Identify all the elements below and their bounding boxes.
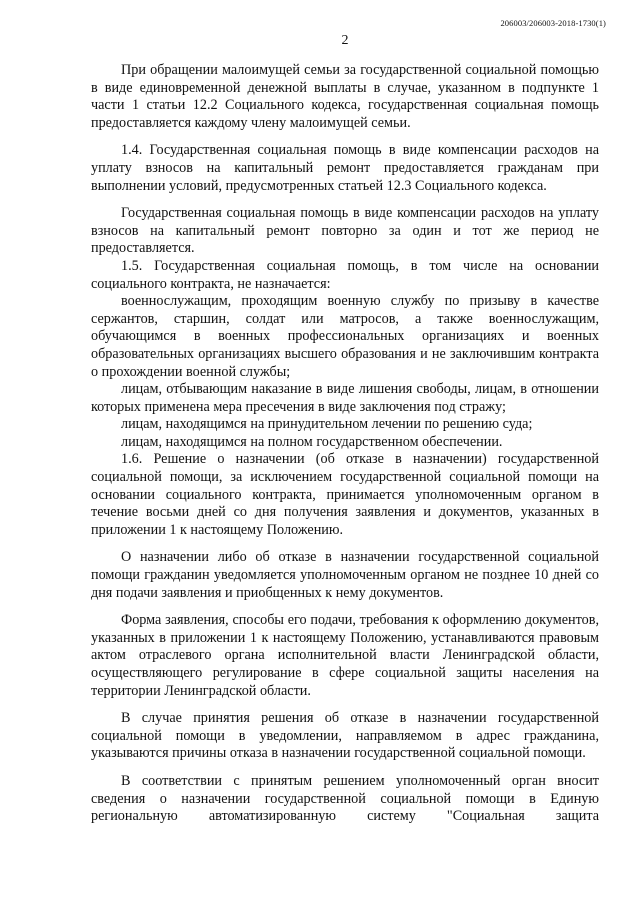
paragraph: лицам, находящимся на принудительном лечении по решению суда;	[121, 416, 533, 433]
page-number: 2	[341, 33, 349, 48]
paragraph: В соответствии с принятым решением уполномоченный орган вносит сведения о назначении государственной социальной помощи в Единую региональную автоматизированную систему "Социальная защита	[91, 772, 599, 825]
paragraph: 1.5. Государственная социальная помощь, в том числе на основании социального контракта, не назначается:	[91, 257, 599, 292]
document-code: 206003/206003-2018-1730(1)	[500, 18, 606, 28]
document-body	[91, 62, 599, 826]
paragraph: военнослужащим, проходящим военную службу по призыву в качестве сержантов, старшин, солдат или матросов, а также военнослужащим, обучающимся в военных профессиональных организациях и военных образовательных организациях высшего образования и не заключившим контракта о прохождении военной службы;	[91, 293, 599, 380]
paragraph: 1.4. Государственная социальная помощь в виде компенсации расходов на уплату взносов на капитальный ремонт предоставляется гражданам при выполнении условий, предусмотренных статьей 12.3 Социального кодекса.	[91, 142, 599, 194]
paragraph: Форма заявления, способы его подачи, требования к оформлению документов, указанных в приложении 1 к настоящему Положению, устанавливаются правовым актом отраслевого органа исполнительной власти Ленинградской области, осуществляющего регулирование в сфере социальной защиты населения на территории Ленинградской области.	[91, 612, 599, 699]
paragraph: лицам, находящимся на полном государственном обеспечении.	[121, 433, 503, 450]
paragraph: 1.6. Решение о назначении (об отказе в назначении) государственной социальной помощи, за исключением государственной социальной помощи на основании социального контракта, принимается уполномоченным органом в течение восьми дней со дня получения заявления и документов, указанных в приложении 1 к настоящему Положению.	[91, 451, 599, 538]
paragraph: О назначении либо об отказе в назначении государственной социальной помощи гражданин уведомляется уполномоченным органом не позднее 10 дней со дня подачи заявления и приобщенных к нему документов.	[91, 549, 599, 601]
paragraph: При обращении малоимущей семьи за государственной социальной помощью в виде единовременной денежной выплаты в случае, указанном в подпункте 1 части 1 статьи 12.2 Социального кодекса, государственная социальная помощь предоставляется каждому члену малоимущей семьи.	[91, 62, 599, 131]
paragraph: Государственная социальная помощь в виде компенсации расходов на уплату взносов на капитальный ремонт повторно за один и тот же период не предоставляется.	[91, 205, 599, 257]
paragraph: лицам, отбывающим наказание в виде лишения свободы, лицам, в отношении которых применена мера пресечения в виде заключения под стражу;	[91, 381, 599, 415]
paragraph: В случае принятия решения об отказе в назначении государственной социальной помощи в уведомлении, направляемом в адрес гражданина, указываются причины отказа в назначении государственной социальной помощи.	[91, 710, 599, 762]
